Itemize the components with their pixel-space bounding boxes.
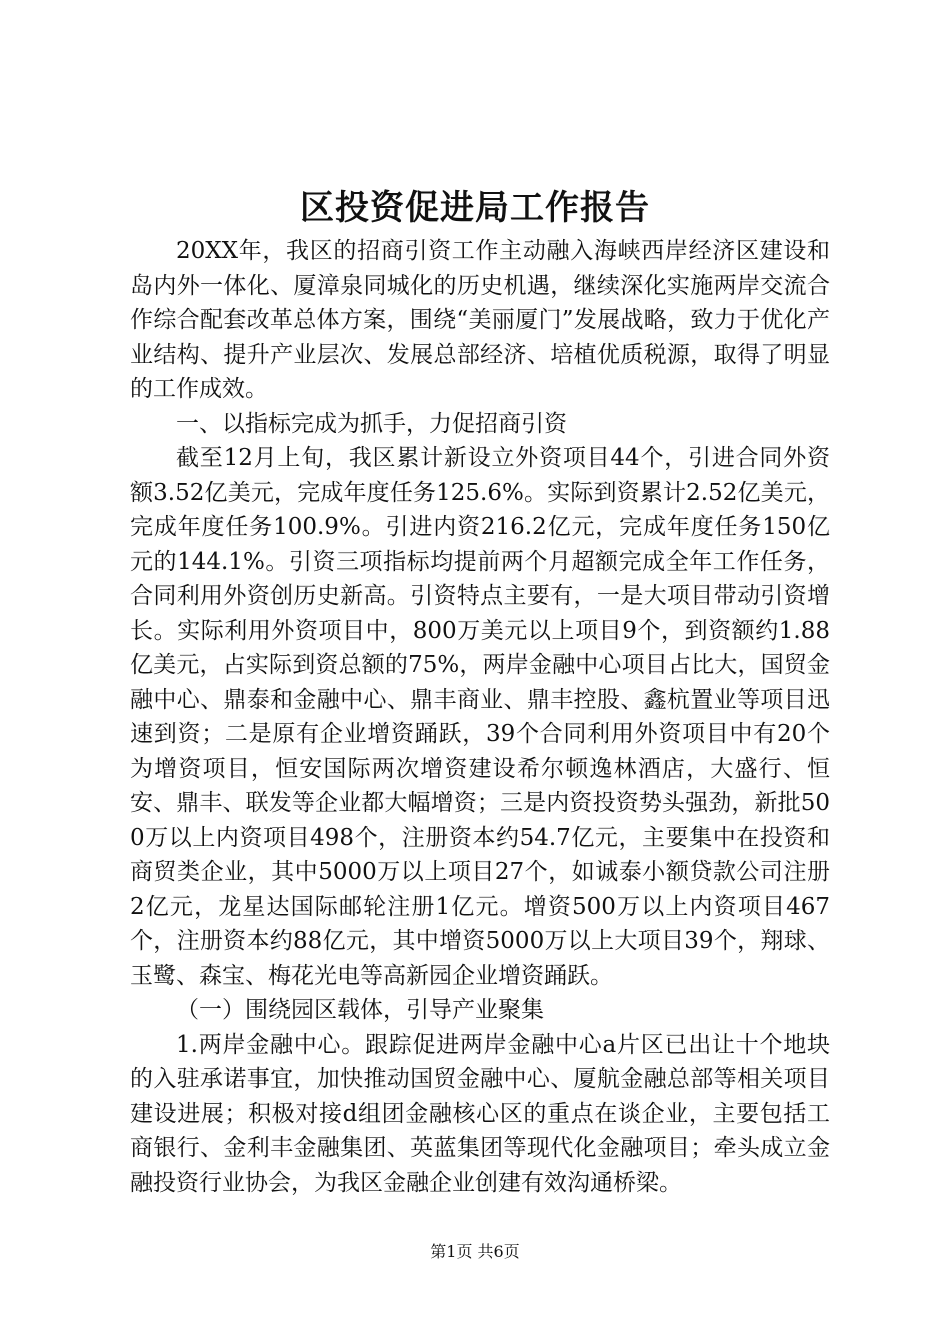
document-body [130, 234, 830, 1200]
section-heading-1: 一、以指标完成为抓手，力促招商引资 [176, 410, 567, 437]
document-title: 区投资促进局工作报告 [300, 188, 650, 228]
paragraph-intro: 20XX年，我区的招商引资工作主动融入海峡西岸经济区建设和岛内外一体化、厦漳泉同城化的历史机遇，继续深化实施两岸交流合作综合配套改革总体方案，围绕“美丽厦门”发展战略，致力于优化产业结构、提升产业层次、发展总部经济、培植优质税源，取得了明显的工作成效。 [130, 238, 830, 402]
page-footer: 第1页 共6页 [430, 1242, 520, 1261]
subsection-heading-1: （一）围绕园区载体，引导产业聚集 [176, 997, 544, 1023]
paragraph-investment-results: 截至12月上旬，我区累计新设立外资项目44个，引进合同外资额3.52亿美元，完成年度任务125.6%。实际到资累计2.52亿美元，完成年度任务100.9%。引进内资216.2亿元，完成年度任务150亿元的144.1%。引资三项指标均提前两个月超额完成全年工作任务，合同利用外资创历史新高。引资特点主要有，一是大项目带动引资增长。实际利用外资项目中，800万美元以上项目9个，到资额约1.88亿美元，占实际到资总额的75%，两岸金融中心项目占比大，国贸金融中心、鼎泰和金融中心、鼎丰商业、鼎丰控股、鑫杭置业等项目迅速到资；二是原有企业增资踊跃，39个合同利用外资项目中有20个为增资项目，恒安国际两次增资建设希尔顿逸林酒店，大盛行、恒安、鼎丰、联发等企业都大幅增资；三是内资投资势头强劲，新批500万以上内资项目498个，注册资本约54.7亿元，主要集中在投资和商贸类企业，其中5000万以上项目27个，如诚泰小额贷款公司注册2亿元，龙星达国际邮轮注册1亿元。增资500万以上内资项目467个，注册资本约88亿元，其中增资5000万以上大项目39个，翔球、玉鹭、森宝、梅花光电等高新园企业增资踊跃。 [130, 445, 830, 989]
paragraph-financial-center: 1.两岸金融中心。跟踪促进两岸金融中心a片区已出让十个地块的入驻承诺事宜，加快推动国贸金融中心、厦航金融总部等相关项目建设进展；积极对接d组团金融核心区的重点在谈企业，主要包括工商银行、金利丰金融集团、英蓝集团等现代化金融项目；牵头成立金融投资行业协会，为我区金融企业创建有效沟通桥梁。 [130, 1031, 830, 1196]
